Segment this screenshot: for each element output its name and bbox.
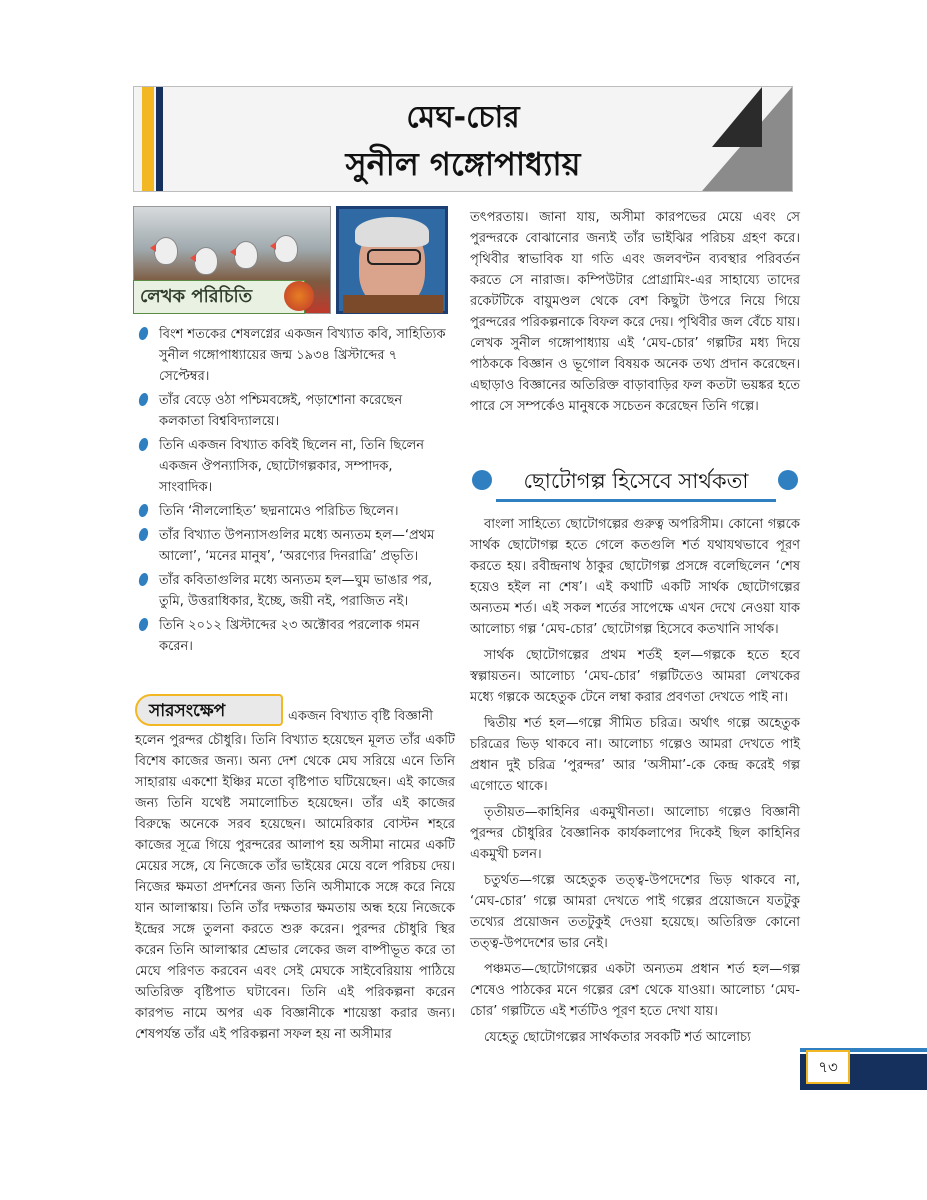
star-icon <box>778 470 798 490</box>
author-intro-heading: লেখক পরিচিতি <box>133 280 305 314</box>
paragraph: সার্থক ছোটোগল্পের প্রথম শর্তই হল—গল্পকে হতে হবে স্বল্পায়তন। আলোচ্য ‘মেঘ-চোর’ গল্পটিতেও আমরা লেখকের মধ্যে গল্পকে অহেতুক টেনে লম্বা করার প্রবণতা দেখতে পাই না। <box>470 648 800 705</box>
list-item: তাঁর বেড়ে ওঠা পশ্চিমবঙ্গেই, পড়াশোনা করেছেন কলকাতা বিশ্ববিদ্যালয়ে। <box>135 390 447 432</box>
list-item: বিংশ শতকের শেষলগ্নের একজন বিখ্যাত কবি, সাহিত্যিক সুনীল গঙ্গোপাধ্যায়ের জন্ম ১৯৩৪ খ্রিস্টাব্দের ৭ সেপ্টেম্বর। <box>135 324 447 387</box>
portrait-glasses <box>367 249 421 265</box>
list-item: তাঁর কবিতাগুলির মধ্যে অন্যতম হল—ঘুম ভাঙার পর, তুমি, উত্তরাধিকার, ইচ্ছে, জয়ী নই, পরাজিত নই। <box>135 570 447 612</box>
paragraph: বাংলা সাহিত্যে ছোটোগল্পের গুরুত্ব অপরিসীম। কোনো গল্পকে সার্থক ছোটোগল্প হতে গেলে কতগুলি শর্ত যথাযথভাবে পূরণ করতে হয়। রবীন্দ্রনাথ ঠাকুর ছোটোগল্প প্রসঙ্গে বলেছিলেন ‘শেষ হয়েও হইল না শেষ’। এই কথাটি একটি সার্থক ছোটোগল্পের অন্যতম শর্ত। এই সকল শর্তের সাপেক্ষে এখন দেখে নেওয়া যাক আলোচ্য গল্প ‘মেঘ-চোর’ ছোটোগল্প হিসেবে কতখানি সার্থক। <box>470 517 800 637</box>
list-item: তিনি একজন বিখ্যাত কবিই ছিলেন না, তিনি ছিলেন একজন ঔপন্যাসিক, ছোটোগল্পকার, সম্পাদক, সাংবাদিক। <box>135 435 447 498</box>
author-bio-list <box>135 324 447 660</box>
bullet-icon <box>138 438 149 451</box>
bird-icon <box>154 237 178 265</box>
paragraph: যেহেতু ছোটোগল্পের সার্থকতার সবকটি শর্ত আলোচ্য <box>484 1030 751 1045</box>
bullet-icon <box>138 528 149 541</box>
page-number: ৭৩ <box>806 1050 850 1084</box>
paragraph: দ্বিতীয় শর্ত হল—গল্পে সীমিত চরিত্র। অর্থাৎ গল্পে অহেতুক চরিত্রের ভিড় থাকবে না। আলোচ্য গল্পেও আমরা দেখতে পাই প্রধান দুই চরিত্র ‘পুরন্দর’ আর ‘অসীমা’-কে কেন্দ্র করেই গল্প এগোতে থাকে। <box>470 716 800 794</box>
bullet-icon <box>138 504 149 517</box>
star-icon <box>472 470 492 490</box>
section-heading <box>470 463 800 501</box>
author-name: সুনীল গঙ্গোপাধ্যায় <box>345 145 581 183</box>
bird-icon <box>274 235 298 263</box>
bullet-icon <box>138 573 149 586</box>
paragraph: চতুর্থত—গল্পে অহেতুক তত্ত্ব-উপদেশের ভিড় থাকবে না, ‘মেঘ-চোর’ গল্পে আমরা দেখতে পাই গল্পের প্রয়োজনে যতটুকু তথ্যের প্রয়োজন ততটুকুই দেওয়া হয়েছে। অতিরিক্ত কোনো তত্ত্ব-উপদেশের ভার নেই। <box>470 873 800 951</box>
summary-text: হলেন পুরন্দর চৌধুরি। তিনি বিখ্যাত হয়েছেন মূলত তাঁর একটি বিশেষ কাজের জন্য। অন্য দেশ থেকে মেঘ সরিয়ে এনে তিনি সাহারায় একশো ইঞ্চির মতো বৃষ্টিপাত ঘটিয়েছেন। এই কাজের জন্য তিনি যথেষ্ট সমালোচিত হয়েছেন। তাঁর এই কাজের বিরুদ্ধে অনেকে সরব হয়েছেন। আমেরিকার বোস্টন শহরে কাজের সূত্রে গিয়ে পুরন্দরের আলাপ হয় অসীমা নামের একটি মেয়ের সঙ্গে, যে নিজেকে তাঁর ভাইয়ের মেয়ে বলে পরিচয় দেয়। নিজের ক্ষমতা প্রদর্শনের জন্য তিনি অসীমাকে সঙ্গে করে নিয়ে যান আলাস্কায়। তিনি তাঁর দক্ষতার ক্ষমতায় অন্ধ হয়ে নিজেকে ইন্দ্রের সঙ্গে তুলনা করতে শুরু করেন। পুরন্দর চৌধুরি স্থির করেন তিনি আলাস্কার শ্রেভার লেকের জল বাষ্পীভূত করে তা মেঘে পরিণত করবেন এবং সেই মেঘকে সাইবেরিয়ায় পাঠিয়ে অতিরিক্ত বৃষ্টিপাত ঘটাবেন। তিনি এই পরিকল্পনা করেন কারপভ নামে অপর এক বিজ্ঞানীকে শায়েস্তা করার জন্য। শেষপর্যন্ত তাঁর এই পরিকল্পনা সফল হয় না অসীমার <box>135 733 455 1042</box>
summary-continuation: তৎপরতায়। জানা যায়, অসীমা কারপভের মেয়ে এবং সে পুরন্দরকে বোঝানোর জন্যই তাঁর ভাইঝির পরিচয় গ্রহণ করে। পৃথিবীর স্বাভাবিক যা গতি এবং জলবণ্টন ব্যবস্থার পরিবর্তন করতে সে নারাজ। কম্পিউটার প্রোগ্রামিং-এর সাহায্যে তাদের রকেটটিকে বায়ুমণ্ডল থেকে বেশ কিছুটা উপরে নিয়ে গিয়ে পুরন্দরের পরিকল্পনাকে বিফল করে দেয়। পৃথিবীর জল বেঁচে যায়। লেখক সুনীল গঙ্গোপাধ্যায় এই ‘মেঘ-চোর’ গল্পটির মধ্য দিয়ে পাঠককে বিজ্ঞান ও ভূগোল বিষয়ক অনেক তথ্য প্রদান করেছেন। এছাড়াও বিজ্ঞানের অতিরিক্ত বাড়াবাড়ির ফল কতটা ভয়ঙ্কর হতে পারে সে সম্পর্কেও মানুষকে সচেতন করেছেন তিনি গল্পে। <box>470 210 800 414</box>
paragraph: তৃতীয়ত—কাহিনির একমুখীনতা। আলোচ্য গল্পেও বিজ্ঞানী পুরন্দর চৌধুরির বৈজ্ঞানিক কার্যকলাপের দিকেই ছিল কাহিনির একমুখী চলন। <box>470 805 800 862</box>
flower-icon <box>284 281 314 311</box>
list-item: তিনি ২০১২ খ্রিস্টাব্দের ২৩ অক্টোবর পরলোক গমন করেন। <box>135 615 447 657</box>
list-item: তাঁর বিখ্যাত উপন্যাসগুলির মধ্যে অন্যতম হল—‘প্রথম আলো’, ‘মনের মানুষ’, ‘অরণ্যের দিনরাত্রি’ প্রভৃতি। <box>135 525 447 567</box>
summary-heading: সারসংক্ষেপ <box>135 694 283 726</box>
summary-first-line: একজন বিখ্যাত বৃষ্টি বিজ্ঞানী <box>288 709 433 724</box>
portrait-hair <box>355 217 429 247</box>
paragraph: পঞ্চমত—ছোটোগল্পের একটা অন্যতম প্রধান শর্ত হল—গল্প শেষেও পাঠকের মনে গল্পের রেশ থেকে যাওয়া। আলোচ্য ‘মেঘ-চোর’ গল্পটিতে এই শর্তটিও পূরণ হতে দেখা যায়। <box>470 962 800 1019</box>
bullet-icon <box>138 327 149 340</box>
bullet-icon <box>138 618 149 631</box>
section-title: ছোটোগল্প হিসেবে সার্থকতা <box>496 463 776 502</box>
portrait-shirt <box>343 295 443 313</box>
bird-icon <box>234 241 258 269</box>
bullet-icon <box>138 393 149 406</box>
list-item: তিনি ‘নীললোহিত’ ছদ্মনামেও পরিচিত ছিলেন। <box>135 501 447 522</box>
chapter-title: মেঘ-চোর <box>406 100 520 135</box>
author-portrait <box>336 206 448 314</box>
bird-icon <box>194 247 218 275</box>
section-body <box>470 514 800 1053</box>
chapter-header <box>133 86 793 192</box>
